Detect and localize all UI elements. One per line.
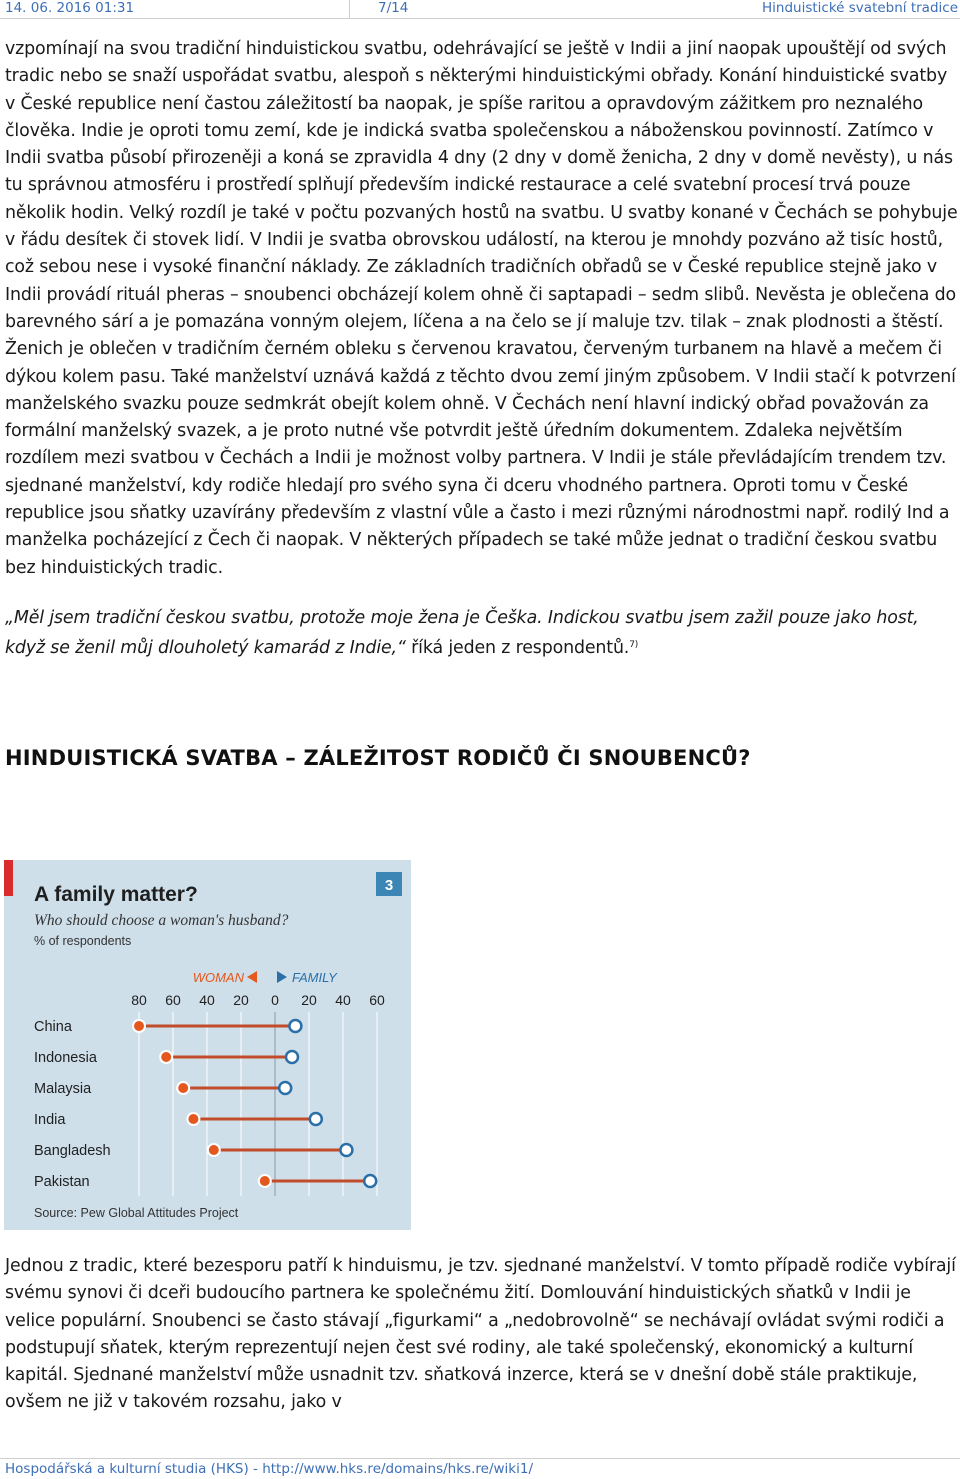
axis-tick-label: 40 [335, 992, 351, 1008]
family-point [279, 1082, 291, 1094]
category-label: China [34, 1019, 72, 1035]
header-page-number: 7/14 [378, 0, 409, 16]
category-label: Malaysia [34, 1081, 92, 1097]
chart-accent-bar [4, 860, 13, 896]
axis-tick-label: 40 [199, 992, 215, 1008]
axis-tick-label: 0 [271, 992, 279, 1008]
body-paragraph-1: vzpomínají na svou tradiční hinduistickou svatbu, odehrávající se ještě v Indii a jiní naopak upouštějí od svých tradic nebo se snaží uspořádat svatbu, alespoň s některými hinduistickými obřady. Konání hinduistické svatby v České republice není častou záležitostí ba naopak, je spíše raritou a opravdovým zážitkem pro neznalého člověka. Indie je oproti tomu zemí, kde je indická svatba společenskou a náboženskou povinností. Zatímco v Indii svatba působí přirozeněji a koná se zpravidla 4 dny (2 dny v domě ženicha, 2 dny v domě nevěsty), u nás tu správnou atmosféru i prostředí splňují především indické restaurace a celé svatební procesí trvá pouze několik hodin. Velký rozdíl je také v počtu pozvaných hostů na svatbu. U svatby konané v Čechách se pohybuje v řádu desítek či stovek lidí. V Indii je svatba obrovskou událostí, na kterou je mnohdy pozváno až tisíc hostů, což sebou nese i vysoké finanční náklady. Ze základních tradičních obřadů se v České republice stejně jako v Indii provádí rituál pheras – snoubenci obcházejí kolem ohně či saptapadi – sedm slibů. Nevěsta je oblečena do barevného sárí a je pomazána vonným olejem, líčena a na čelo se jí maluje tzv. tilak – znak plodnosti a štěstí. Ženich je oblečen v tradičním černém obleku s červenou kravatou, červeným turbanem na hlavě a mečem či dýkou kolem pasu. Také manželství uznává každá z těchto dvou zemí jiným způsobem. V Indii stačí k potvrzení manželského svazku pouze sedmkrát obejít kolem ohně. V Čechách není hlavní indický obřad považován za formální manželský svazek, a je proto nutné vše potvrdit ještě úředním dokumentem. Zdaleka největším rozdílem mezi svatbou v Čechách a Indii je možnost volby partnera. V Indii je stále převládajícím trendem tzv. sjednané manželství, kdy rodiče hledají pro svého syna či dceru vhodného partnera. Oproti tomu v České republice jsou sňatky uzavírány především z vlastní vůle a často i mezi různými národnostmi např. rodilý Ind a manželka pocházející z Čech či naopak. V některých případech se také může jednat o tradiční českou svatbu bez hinduistických tradic. [5, 39, 958, 578]
chart-title: A family matter? [34, 883, 198, 906]
chart-source: Source: Pew Global Attitudes Project [34, 1206, 239, 1220]
legend-family: FAMILY [292, 970, 337, 985]
chart-figure [4, 860, 411, 1230]
page-header [0, 0, 960, 19]
category-label: Pakistan [34, 1174, 90, 1190]
woman-point [187, 1113, 199, 1125]
legend-arrow-left-icon [247, 971, 257, 983]
respondent-quote [5, 605, 960, 663]
footer-source-link[interactable]: Hospodářská a kulturní studia (HKS) - http://www.hks.re/domains/hks.re/wiki1/ [5, 1461, 533, 1477]
axis-tick-label: 20 [233, 992, 249, 1008]
family-point [310, 1113, 322, 1125]
family-point [289, 1020, 301, 1032]
header-datetime: 14. 06. 2016 01:31 [5, 0, 135, 16]
chart-subtitle: Who should choose a woman's husband? [34, 912, 289, 929]
header-document-title: Hinduistické svatební tradice [762, 0, 958, 16]
woman-point [208, 1144, 220, 1156]
family-point [340, 1144, 352, 1156]
family-point [286, 1051, 298, 1063]
woman-point [133, 1020, 145, 1032]
section-heading: HINDUISTICKÁ SVATBA – ZÁLEŽITOST RODIČŮ ČI SNOUBENCŮ? [5, 745, 751, 770]
chart-svg [4, 860, 411, 1230]
body-paragraph-2: Jednou z tradic, které bezesporu patří k hinduismu, je tzv. sjednané manželství. V tomto případě rodiče vybírají svému synovi či dceři budoucího partnera ke společnému žití. Domlouvání hinduistických sňatků v Indii je velice populární. Snoubenci se často stávají „figurkami“ a „nedobrovolně“ se nechávají ovládat svými rodiči a podstupují sňatek, kterým reprezentují nejen čest své rodiny, ale také společenský, ekonomický a kulturní kapitál. Sjednané manželství může usnadnit tzv. sňatková inzerce, která se v dnešní době stále praktikuje, ovšem ne již v takovém rozsahu, jako v [5, 1256, 956, 1413]
legend-woman: WOMAN [192, 970, 244, 985]
axis-tick-label: 60 [369, 992, 385, 1008]
header-divider [349, 0, 350, 18]
chart-unit-note: % of respondents [34, 934, 132, 948]
category-label: Bangladesh [34, 1143, 111, 1159]
page-footer [0, 1458, 960, 1479]
footnote-marker[interactable]: 7) [629, 640, 639, 651]
axis-tick-label: 80 [131, 992, 147, 1008]
article-content-2 [5, 1253, 960, 1417]
legend-arrow-right-icon [277, 971, 287, 983]
chart-badge-label: 3 [384, 877, 394, 894]
woman-point [259, 1175, 271, 1187]
category-label: India [34, 1112, 66, 1128]
axis-tick-label: 20 [301, 992, 317, 1008]
category-label: Indonesia [34, 1050, 97, 1066]
article-content [5, 36, 960, 773]
woman-point [160, 1051, 172, 1063]
woman-point [177, 1082, 189, 1094]
family-point [364, 1175, 376, 1187]
axis-tick-label: 60 [165, 992, 181, 1008]
quote-attribution: říká jeden z respondentů. [405, 638, 630, 659]
quote-text: „Měl jsem tradiční českou svatbu, protože moje žena je Češka. Indickou svatbu jsem zažil pouze jako host, když se ženil můj dlouholetý kamarád z Indie,“ [5, 607, 919, 659]
